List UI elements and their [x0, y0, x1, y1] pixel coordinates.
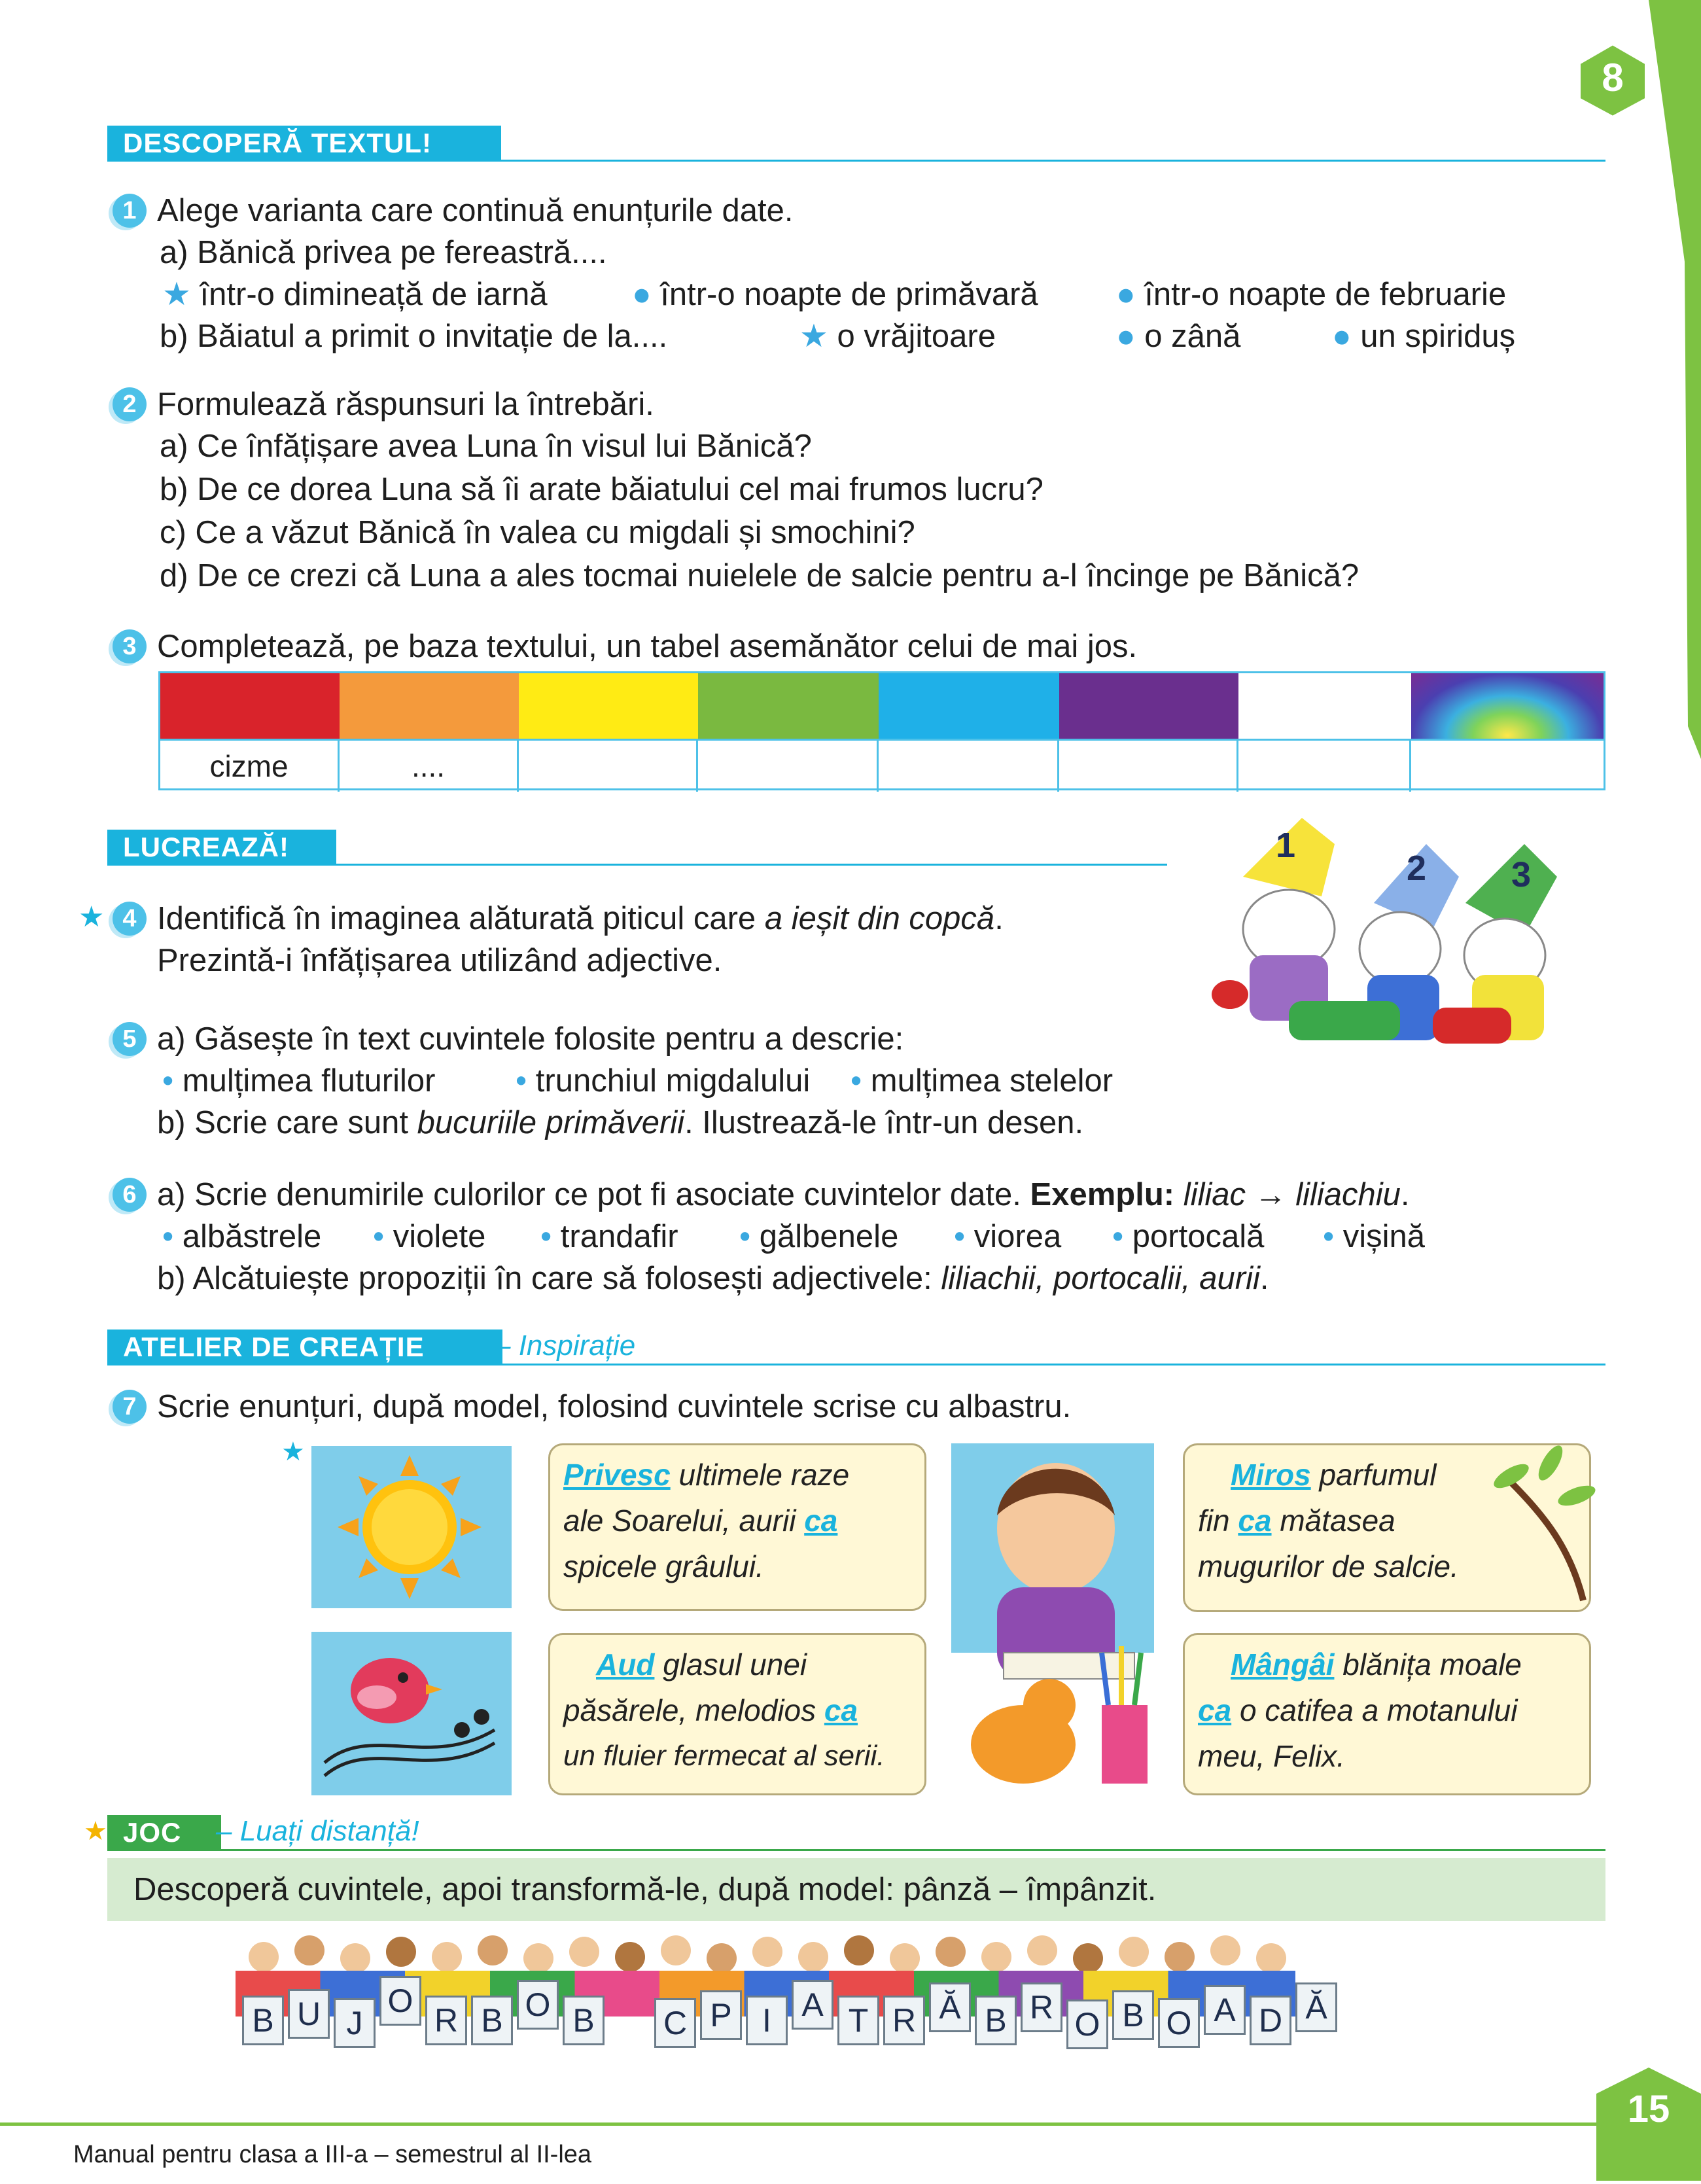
color-swatch	[1238, 673, 1411, 739]
boy-picture	[951, 1443, 1154, 1801]
color-swatch	[160, 673, 340, 739]
chapter-badge	[1573, 41, 1652, 119]
exercise-1-a: a) Bănică privea pe fereastră....	[160, 235, 607, 270]
answer-cell	[1238, 741, 1411, 792]
exercise-number-7: 7	[113, 1390, 147, 1424]
answer-cell	[1059, 741, 1238, 792]
kids-row	[236, 1930, 1361, 1976]
branch-picture	[1472, 1437, 1603, 1607]
page-number-badge	[1596, 2068, 1701, 2181]
letter-tile: U	[288, 1989, 330, 2039]
keyword: ca	[824, 1693, 858, 1727]
bubble-line: mugurilor de salcie.	[1198, 1549, 1459, 1583]
word-item: • mulțimea fluturilor	[162, 1063, 436, 1099]
keyword: Mângâi	[1231, 1647, 1335, 1682]
color-table	[158, 671, 1605, 790]
section-subtitle-joc: – Luați distanță!	[216, 1815, 419, 1847]
word-item: • mulțimea stelelor	[851, 1063, 1114, 1099]
star-icon: ★	[281, 1437, 305, 1466]
speech-bubble-sun	[548, 1443, 926, 1611]
exercise-7-prompt: Scrie enunțuri, după model, folosind cuvintele scrise cu albastru.	[157, 1389, 1072, 1424]
bullet-icon: •	[739, 1219, 760, 1254]
section-line	[107, 1849, 1605, 1851]
color-word: • gălbenele	[739, 1219, 899, 1254]
letter-tile: R	[883, 1996, 925, 2045]
option-b1: ★ o vrăjitoare	[799, 319, 996, 354]
letter-tile: A	[792, 1980, 833, 2030]
exercise-4-line2: Prezintă-i înfățișarea utilizând adjective.	[157, 943, 722, 978]
section-header-joc: JOC	[107, 1815, 221, 1850]
bubble-line: spicele grâului.	[563, 1549, 764, 1583]
letter-tile: I	[746, 1996, 788, 2045]
letter-tile: A	[1204, 1985, 1246, 2035]
letter-tile: R	[425, 1996, 467, 2045]
letter-tile: D	[1250, 1996, 1291, 2045]
keyword: Aud	[596, 1647, 655, 1682]
keyword: ca	[1198, 1693, 1232, 1727]
letter-tile: O	[1158, 1998, 1200, 2048]
joc-instruction: Descoperă cuvintele, apoi transformă-le, după model: pânză – împânzit.	[133, 1872, 1157, 1907]
letter-tile: B	[1112, 1990, 1154, 2040]
letter-tile: R	[1021, 1982, 1062, 2032]
section-header-lucreaza: LUCREAZĂ!	[107, 830, 336, 865]
answer-row	[160, 739, 1604, 792]
letter-tile: T	[837, 1996, 879, 2045]
chapter-number: 8	[1602, 56, 1624, 99]
keyword: Privesc	[563, 1458, 671, 1492]
bullet-icon: •	[162, 1219, 183, 1254]
bullet-icon: ●	[1332, 319, 1361, 354]
bullet-icon: •	[1323, 1219, 1343, 1254]
question: d) De ce crezi că Luna a ales tocmai nuielele de salcie pentru a-l încinge pe Bănică?	[160, 558, 1359, 593]
footer-text: Manual pentru clasa a III-a – semestrul al II-lea	[73, 2141, 592, 2168]
exercise-number-1: 1	[113, 194, 147, 228]
section-line	[107, 864, 1167, 866]
letter-tile: B	[242, 1996, 284, 2045]
section-header-atelier: ATELIER DE CREAȚIE	[107, 1330, 502, 1365]
color-word: • portocală	[1112, 1219, 1265, 1254]
color-swatch	[879, 673, 1059, 739]
joc-instruction-box	[107, 1858, 1605, 1921]
keyword: ca	[1238, 1504, 1272, 1538]
answer-cell: ....	[340, 741, 519, 792]
answer-cell	[519, 741, 698, 792]
exercise-number-3: 3	[113, 629, 147, 663]
rainbow-swatch	[1411, 673, 1604, 739]
color-swatch	[519, 673, 698, 739]
keyword: ca	[804, 1504, 838, 1538]
answer-cell	[698, 741, 879, 792]
keyword: Miros	[1231, 1458, 1311, 1492]
bubble-line: Mângâi blănița moale	[1231, 1647, 1522, 1682]
section-header-descopera: DESCOPERĂ TEXTUL!	[107, 126, 501, 161]
bubble-line: păsărele, melodios ca	[563, 1693, 858, 1727]
exercise-4-line1: Identifică în imaginea alăturată piticul care a ieșit din copcă.	[157, 901, 1004, 936]
footer-line	[0, 2122, 1596, 2126]
letter-tile: O	[379, 1976, 421, 2026]
letter-tile: B	[563, 1996, 605, 2045]
letter-tile: O	[1066, 1999, 1108, 2049]
gnome-number: 2	[1407, 849, 1427, 888]
exercise-1-b: b) Băiatul a primit o invitație de la....	[160, 319, 668, 354]
letter-tile: O	[517, 1980, 559, 2030]
bubble-line: Privesc ultimele raze	[563, 1458, 850, 1492]
bubble-line: un fluier fermecat al serii.	[563, 1740, 885, 1772]
bubble-line: ale Soarelui, aurii ca	[563, 1504, 838, 1538]
kids-letter-game	[236, 1930, 1361, 2061]
option-a1: ★ într-o dimineață de iarnă	[162, 277, 548, 312]
question: b) De ce dorea Luna să îi arate băiatului cel mai frumos lucru?	[160, 472, 1043, 507]
bubble-line: Miros parfumul	[1231, 1458, 1437, 1492]
gnomes-illustration	[1184, 805, 1609, 1053]
bullet-icon: ●	[1116, 319, 1145, 354]
color-word: • viorea	[954, 1219, 1062, 1254]
letter-tile: B	[471, 1996, 513, 2045]
exercise-number-2: 2	[113, 387, 147, 421]
sun-picture	[311, 1446, 512, 1608]
color-word: • trandafir	[540, 1219, 678, 1254]
color-swatch	[340, 673, 519, 739]
bullet-icon: ●	[1116, 277, 1145, 312]
bullet-icon: ●	[632, 277, 661, 312]
exercise-3-prompt: Completează, pe baza textului, un tabel asemănător celui de mai jos.	[157, 629, 1138, 664]
bullet-icon: •	[162, 1063, 183, 1099]
bullet-icon: •	[540, 1219, 561, 1254]
speech-bubble-bird	[548, 1633, 926, 1795]
word-item: • trunchiul migdalului	[516, 1063, 811, 1099]
bullet-icon: •	[516, 1063, 536, 1099]
exercise-5-a: a) Găsește în text cuvintele folosite pentru a descrie:	[157, 1021, 904, 1057]
letter-tile: B	[975, 1996, 1017, 2045]
letter-tile: J	[334, 1998, 376, 2048]
exercise-5-b: b) Scrie care sunt bucuriile primăverii. Ilustrează-le într-un desen.	[157, 1105, 1084, 1140]
bubble-line: Aud glasul unei	[596, 1647, 807, 1682]
option-a2: ● într-o noapte de primăvară	[632, 277, 1038, 312]
option-b3: ● un spiriduș	[1332, 319, 1516, 354]
section-subtitle-atelier: – Inspirație	[495, 1330, 636, 1362]
answer-cell: cizme	[160, 741, 340, 792]
letter-tile: Ă	[1295, 1982, 1337, 2032]
exercise-6-b: b) Alcătuiește propoziții în care să folosești adjectivele: liliachii, portocalii, aurii.	[157, 1261, 1269, 1296]
exercise-number-5: 5	[113, 1022, 147, 1056]
bubble-line: fin ca mătasea	[1198, 1504, 1395, 1538]
bullet-icon: •	[1112, 1219, 1132, 1254]
speech-bubble-touch	[1183, 1633, 1591, 1795]
color-swatch	[698, 673, 879, 739]
star-icon: ★	[162, 277, 200, 312]
answer-cell	[879, 741, 1059, 792]
section-line	[107, 160, 1605, 162]
exercise-6-a: a) Scrie denumirile culorilor ce pot fi asociate cuvintelor date. Exemplu: liliac → liliachiu.	[157, 1177, 1410, 1212]
bullet-icon: •	[851, 1063, 871, 1099]
exercise-number-4: 4	[113, 902, 147, 936]
bubble-line: ca o catifea a motanului	[1198, 1693, 1518, 1727]
option-a3: ● într-o noapte de februarie	[1116, 277, 1507, 312]
letter-tile: C	[654, 1998, 696, 2048]
exercise-1-prompt: Alege varianta care continuă enunțurile date.	[157, 193, 794, 228]
bullet-icon: •	[373, 1219, 393, 1254]
star-icon: ★	[799, 319, 837, 354]
color-word: • albăstrele	[162, 1219, 322, 1254]
bird-picture	[311, 1632, 512, 1795]
section-line	[107, 1364, 1605, 1365]
color-swatch	[1059, 673, 1238, 739]
star-icon: ★	[79, 901, 105, 933]
letter-tile: Ă	[929, 1982, 971, 2032]
question: a) Ce înfățișare avea Luna în visul lui Bănică?	[160, 429, 812, 464]
question: c) Ce a văzut Bănică în valea cu migdali și smochini?	[160, 515, 915, 550]
gnome-number: 1	[1276, 826, 1296, 865]
letter-tile: P	[700, 1990, 742, 2040]
option-b2: ● o zână	[1116, 319, 1241, 354]
exercise-2-prompt: Formulează răspunsuri la întrebări.	[157, 387, 654, 422]
bullet-icon: •	[954, 1219, 974, 1254]
exercise-number-6: 6	[113, 1178, 147, 1212]
color-word: • violete	[373, 1219, 486, 1254]
page-number: 15	[1627, 2088, 1670, 2130]
gnome-number: 3	[1511, 855, 1532, 894]
bubble-line: meu, Felix.	[1198, 1739, 1345, 1773]
color-row	[160, 673, 1604, 739]
star-icon: ★	[84, 1817, 107, 1846]
color-word: • vișină	[1323, 1219, 1426, 1254]
